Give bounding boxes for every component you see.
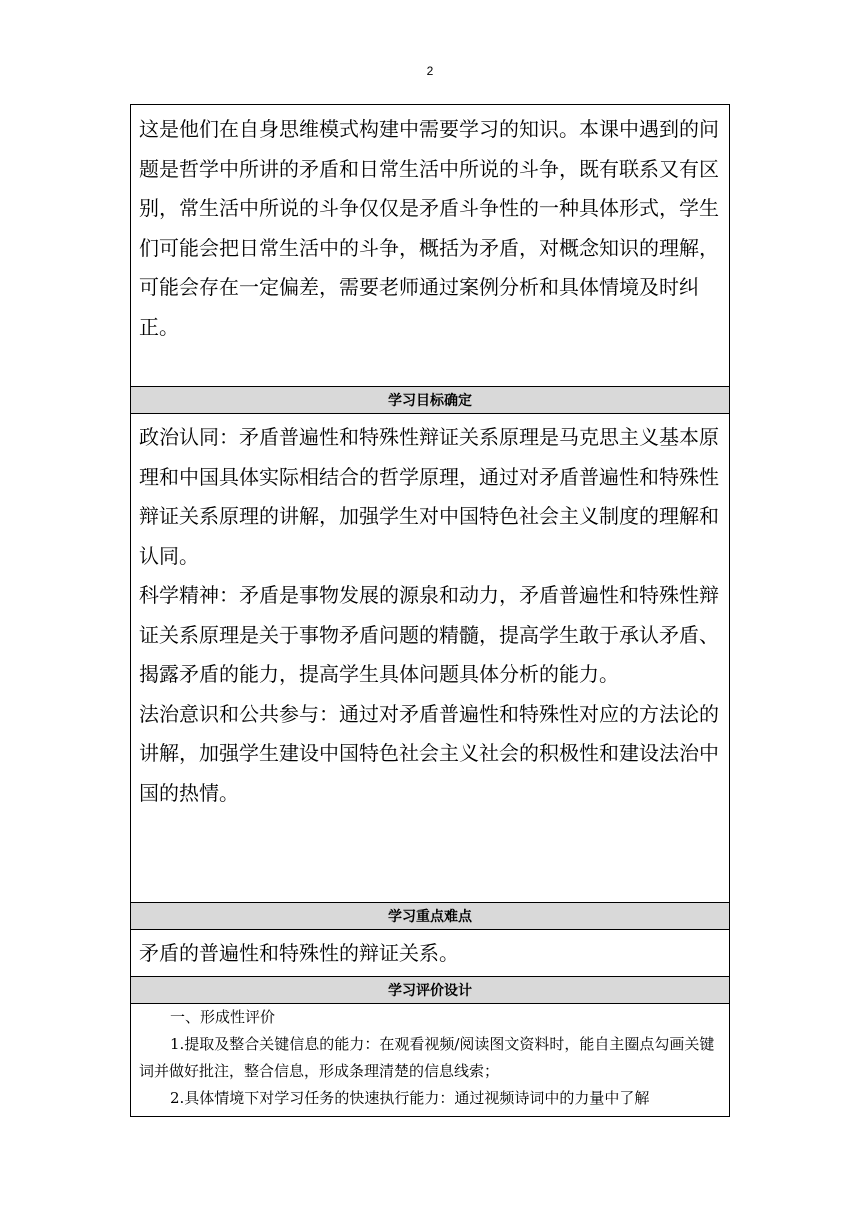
goals-cell xyxy=(131,414,730,903)
evaluation-cell xyxy=(131,1004,730,1117)
goal-rule-of-law: 法治意识和公共参与：通过对矛盾普遍性和特殊性对应的方法论的讲解，加强学生建设中国特色社会主义社会的积极性和建设法治中国的热情。 xyxy=(139,701,719,805)
table-row xyxy=(131,903,730,930)
table-row xyxy=(131,105,730,387)
learner-analysis-cell xyxy=(131,105,730,387)
table-row xyxy=(131,387,730,414)
goal-political-identity: 政治认同：矛盾普遍性和特殊性辩证关系原理是马克思主义基本原理和中国具体实际相结合的哲学原理，通过对矛盾普遍性和特殊性辩证关系原理的讲解，加强学生对中国特色社会主义制度的理解和认同。 xyxy=(139,425,719,568)
section-header-evaluation: 学习评价设计 xyxy=(131,977,730,1004)
eval-item-1: 1.提取及整合关键信息的能力：在观看视频/阅读图文资料时，能自主圈点勾画关键词并做好批注，整合信息，形成条理清楚的信息线索； xyxy=(139,1035,715,1080)
focus-text: 矛盾的普遍性和特殊性的辩证关系。 xyxy=(139,941,459,965)
focus-cell xyxy=(131,930,730,977)
page-number: 2 xyxy=(426,64,434,78)
table-row xyxy=(131,414,730,903)
table-row xyxy=(131,1004,730,1117)
lesson-plan-table xyxy=(130,104,730,1117)
section-header-focus: 学习重点难点 xyxy=(131,903,730,930)
eval-item-2: 2.具体情境下对学习任务的快速执行能力：通过视频诗词中的力量中了解 xyxy=(170,1089,650,1107)
table-row xyxy=(131,930,730,977)
goal-scientific-spirit: 科学精神：矛盾是事物发展的源泉和动力，矛盾普遍性和特殊性辩证关系原理是关于事物矛盾问题的精髓，提高学生敢于承认矛盾、揭露矛盾的能力，提高学生具体问题具体分析的能力。 xyxy=(139,583,719,686)
table-row xyxy=(131,977,730,1004)
eval-heading: 一、形成性评价 xyxy=(170,1008,276,1026)
section-header-goals: 学习目标确定 xyxy=(131,387,730,414)
continuation-paragraph: 这是他们在自身思维模式构建中需要学习的知识。本课中遇到的问题是哲学中所讲的矛盾和日常生活中所说的斗争，既有联系又有区别，常生活中所说的斗争仅仅是矛盾斗争性的一种具体形式，学生们可能会把日常生活中的斗争，概括为矛盾，对概念知识的理解，可能会存在一定偏差，需要老师通过案例分析和具体情境及时纠正。 xyxy=(139,117,719,339)
